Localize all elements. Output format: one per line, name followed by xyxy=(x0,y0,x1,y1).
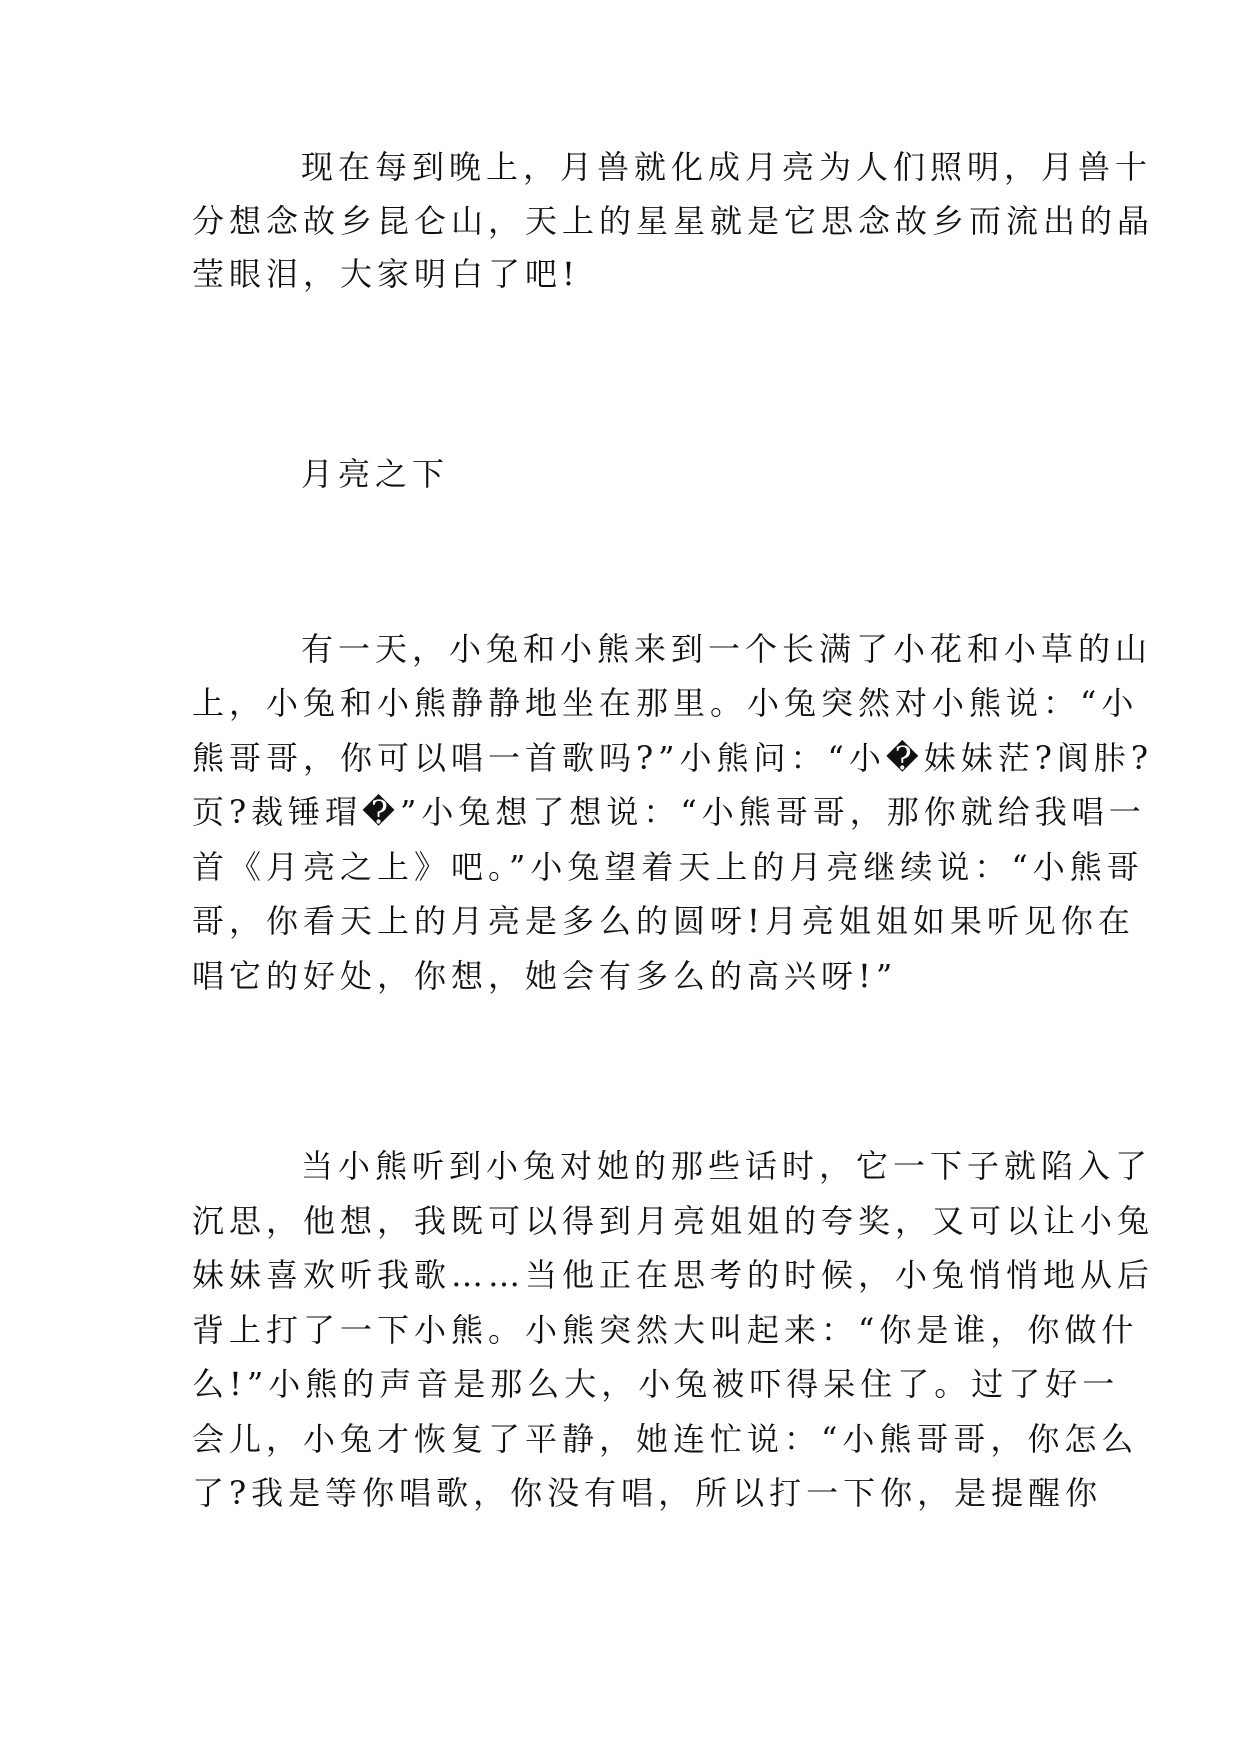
paragraph-line: 会儿，小兔才恢复了平静，她连忙说：“小熊哥哥，你怎么 xyxy=(192,1420,1139,1458)
paragraph-line: 么!”小熊的声音是那么大，小兔被吓得呆住了。过了好一 xyxy=(192,1365,1120,1403)
paragraph-line: 唱它的好处，你想，她会有多么的高兴呀!” xyxy=(192,957,898,995)
paragraph-line: 妹妹喜欢听我歌……当他正在思考的时候，小兔悄悄地从后 xyxy=(192,1256,1155,1294)
paragraph-line: 上，小兔和小熊静静地坐在那里。小兔突然对小熊说：“小 xyxy=(192,684,1139,722)
paragraph-line: 页?裁锤瑁�”小兔想了想说：“小熊哥哥，那你就给我唱一 xyxy=(192,793,1146,831)
paragraph-line: 首《月亮之上》吧。”小兔望着天上的月亮继续说：“小熊哥 xyxy=(192,848,1144,886)
paragraph-line: 哥，你看天上的月亮是多么的圆呀!月亮姐姐如果听见你在 xyxy=(192,902,1135,940)
paragraph-line: 有一天，小兔和小熊来到一个长满了小花和小草的山 xyxy=(301,630,1153,668)
paragraph-line: 现在每到晚上，月兽就化成月亮为人们照明，月兽十 xyxy=(301,148,1153,186)
paragraph-line: 莹眼泪，大家明白了吧! xyxy=(192,255,580,293)
paragraph-line: 当小熊听到小兔对她的那些话时，它一下子就陷入了 xyxy=(301,1147,1153,1185)
section-heading: 月亮之下 xyxy=(301,455,450,493)
paragraph-line: 沉思，他想，我既可以得到月亮姐姐的夸奖，又可以让小兔 xyxy=(192,1202,1155,1240)
paragraph-line: 熊哥哥，你可以唱一首歌吗?”小熊问：“小�妹妹茫?阆胩? xyxy=(192,739,1154,777)
paragraph-line: 分想念故乡昆仑山，天上的星星就是它思念故乡而流出的晶 xyxy=(192,202,1155,240)
paragraph-line: 了?我是等你唱歌，你没有唱，所以打一下你，是提醒你 xyxy=(192,1474,1103,1512)
paragraph-line: 背上打了一下小熊。小熊突然大叫起来：“你是谁，你做什 xyxy=(192,1311,1139,1349)
